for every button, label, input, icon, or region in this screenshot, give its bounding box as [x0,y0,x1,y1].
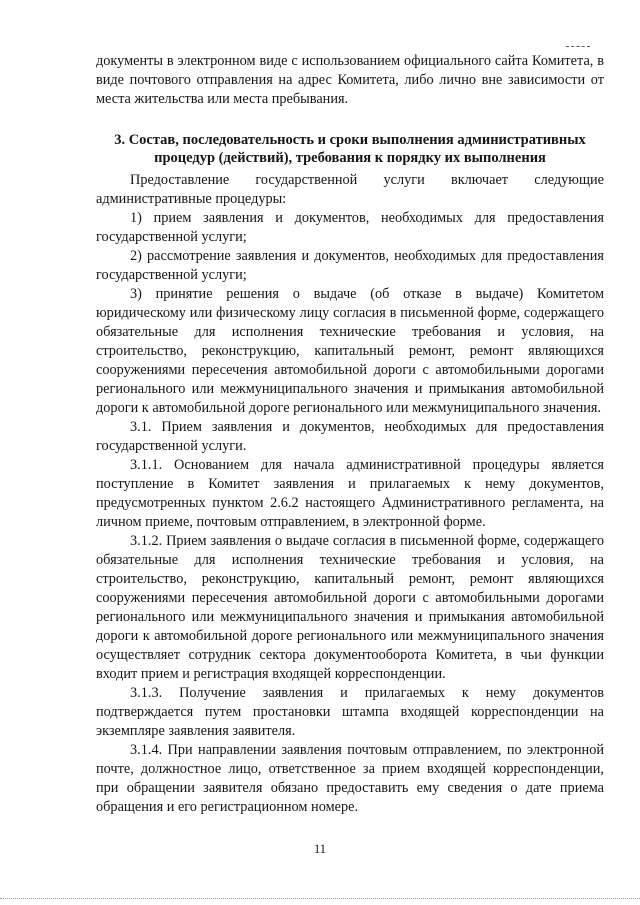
paragraph-services-intro: Предоставление государственной услуги включает следующие административные процедуры: [96,172,604,207]
paragraph-3-1-1: 3.1.1. Основанием для начала административной процедуры является поступление в Комитет заявления и прилагаемых к нему документов, предусмотренных пунктом 2.6.2 настоящего Административного регламента, на личном приеме, почтовым отправлением, в электронной форме. [96,457,604,530]
paragraph-item-1: 1) прием заявления и документов, необходимых для предоставления государственной услуги; [96,210,604,245]
intro-paragraph: документы в электронном виде с использованием официального сайта Комитета, в виде почтового отправления на адрес Комитета, либо лично вне зависимости от места жительства или места пребывания. [96,53,604,107]
scan-edge-line [0,898,640,900]
paragraph-3-1-4: 3.1.4. При направлении заявления почтовым отправлением, по электронной почте, должностное лицо, ответственное за прием входящей корреспонденции, при обращении заявителя обязано предоставить ему сведения о дате приема обращения и его регистрационном номере. [96,742,604,815]
scan-corner-mark [566,46,590,49]
paragraph-item-2: 2) рассмотрение заявления и документов, необходимых для предоставления государственной услуги; [96,248,604,283]
paragraph-item-3: 3) принятие решения о выдаче (об отказе в выдаче) Комитетом юридическому или физическому лицу согласия в письменной форме, содержащего обязательные для исполнения технические требования и условия, на строительство, реконструкцию, капитальный ремонт, ремонт являющихся сооружениями пересечения автомобильной дороги с автомобильными дорогами регионального или межмуниципального значения и примыкания автомобильной дороги к автомобильной дороге регионального или межмуниципального значения. [96,286,604,416]
paragraph-3-1-2: 3.1.2. Прием заявления о выдаче согласия в письменной форме, содержащего обязательные для исполнения технические требования и условия, на строительство, реконструкцию, капитальный ремонт, ремонт являющихся сооружениями пересечения автомобильной дороги с автомобильными дорогами регионального или межмуниципального значения и примыкания автомобильной дороги к автомобильной дороге регионального или межмуниципального значения осуществляет сотрудник сектора документооборота Комитета, в чьи функции входит прием и регистрация входящей корреспонденции. [96,533,604,682]
paragraph-3-1-3: 3.1.3. Получение заявления и прилагаемых к нему документов подтверждается путем простановки штампа входящей корреспонденции на экземпляре заявления заявителя. [96,685,604,739]
page-number: 11 [313,842,327,856]
paragraph-3-1: 3.1. Прием заявления и документов, необходимых для предоставления государственной услуги. [96,419,604,454]
section-heading: 3. Состав, последовательность и сроки выполнения административных процедур (действий), требования к порядку их выполнения [114,132,586,166]
